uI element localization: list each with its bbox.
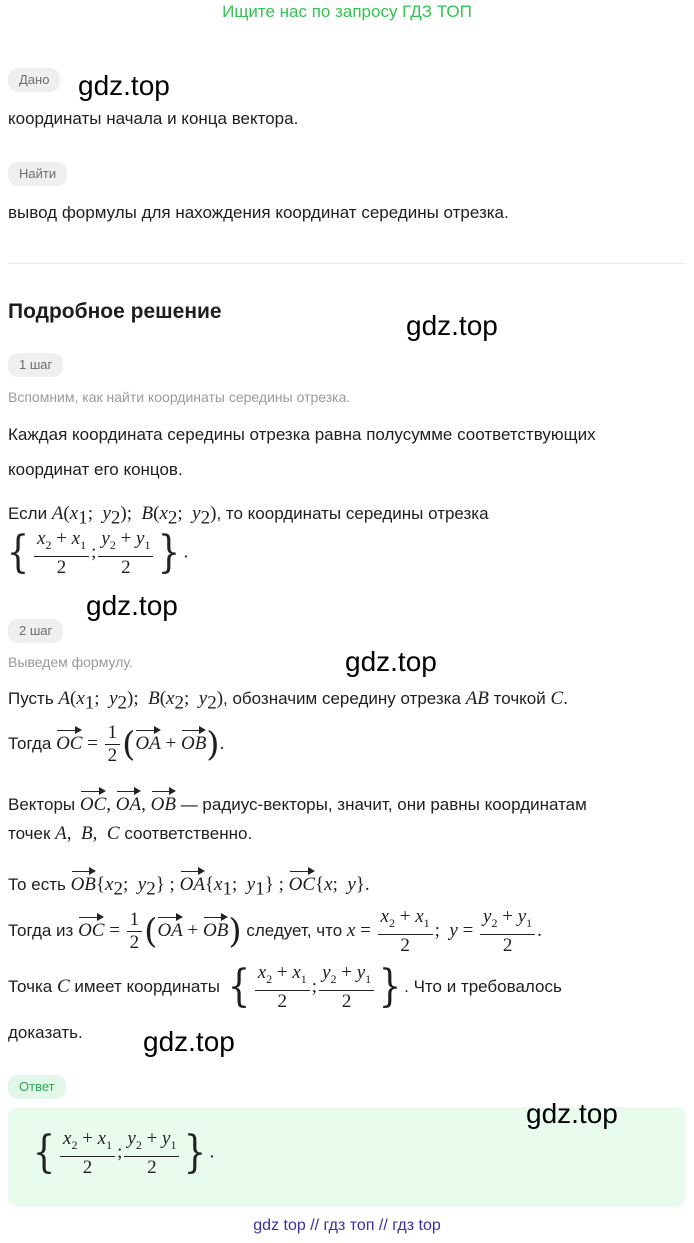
formula-points: A (51, 503, 64, 524)
answer-formula: { $\frac{x_2 + x_1}{2}$ ; $\frac{y_2 + y_1}{2}$ } . (32, 1127, 215, 1179)
then-word: Тогда (8, 733, 52, 753)
watermark: gdz.top (143, 1026, 235, 1057)
vectors-word: Векторы (8, 795, 76, 814)
that-is-word: То есть (8, 875, 66, 894)
divider (8, 263, 686, 264)
solution-title: Подробное решение (8, 300, 222, 323)
given-chip: Дано (8, 68, 60, 92)
step2-let-line: Пусть $A(x_1$; $y_2$); $B(x_2$; $y_2$), обозначим середину отрезка AB точкой C. (8, 688, 568, 714)
footer-links[interactable]: gdz top // гдз топ // гдз top (253, 1217, 441, 1234)
watermark: gdz.top (86, 590, 178, 621)
then-text: , то координаты середины отрезка (216, 504, 489, 523)
step2-coords-line: Точка C имеет координаты { $\frac{x_2 + x_1}{2}$ ; $\frac{y_2 + y_1}{2}$ } . Что и требовалось (8, 961, 562, 1013)
step1-line2: координат его концов. (8, 460, 183, 479)
step2-hint: Выведем формулу. (8, 654, 133, 670)
step2-then-line: Тогда OC = $\frac{1}{2}$ (OA + OB). (8, 722, 225, 766)
if-word: Если (8, 504, 48, 523)
by-point-text: точкой (493, 689, 546, 708)
step2-qed2: доказать. (8, 1023, 83, 1042)
find-chip: Найти (8, 162, 67, 186)
then-from-word: Тогда из (8, 920, 74, 940)
step2-points-line: точек A, B, C соответственно. (8, 823, 253, 844)
step2-follows-line: Тогда из OC = $\frac{1}{2}$ (OA + OB) следует, что x = $\frac{x_2 + x_1}{2}$ ; y = $\frac{y_2 + y_1}{2}$ . (8, 906, 542, 956)
step1-if-line: Если $A(x_1$; $y_2$); $B(x_2$; $y_2$), то координаты середины отрезка (8, 503, 489, 529)
step2-thatis-line: То есть $OB\{x_2$; $y_2$} ; $OA\{x_1$; $y_1$} ; OC{x; y}. (8, 868, 370, 900)
step1-chip: 1 шаг (8, 353, 63, 377)
find-text: вывод формулы для нахождения координат середины отрезка. (8, 203, 509, 222)
points-word: точек (8, 824, 51, 843)
given-text: координаты начала и конца вектора. (8, 109, 299, 128)
denote-text: , обозначим середину отрезка (223, 689, 461, 708)
let-word: Пусть (8, 689, 54, 708)
step2-vectors-line: Векторы OC, OA, OB — радиус-векторы, значит, они равны координатам (8, 788, 587, 816)
watermark: gdz.top (345, 646, 437, 677)
radius-text: — радиус-векторы, значит, они равны координатам (180, 795, 587, 814)
has-coords-text: имеет координаты (74, 976, 220, 996)
step2-chip: 2 шаг (8, 619, 63, 643)
qed-text: . Что и требовалось (404, 976, 562, 996)
step1-hint: Вспомним, как найти координаты середины отрезка. (8, 389, 351, 405)
follows-text: следует, что (246, 920, 343, 940)
search-hint-banner: Ищите нас по запросу ГДЗ ТОП (222, 2, 472, 21)
answer-chip: Ответ (8, 1075, 66, 1099)
step1-line1: Каждая координата середины отрезка равна полусумме соответствующих (8, 425, 596, 444)
midpoint-formula: { $\frac{x_2 + x_1}{2}$ ; $\frac{y_2 + y_1}{2}$ } . (6, 527, 189, 579)
watermark: gdz.top (526, 1098, 618, 1129)
watermark: gdz.top (78, 70, 170, 101)
watermark: gdz.top (406, 310, 498, 341)
point-word: Точка (8, 976, 53, 996)
resp-text: соответственно. (124, 824, 253, 843)
